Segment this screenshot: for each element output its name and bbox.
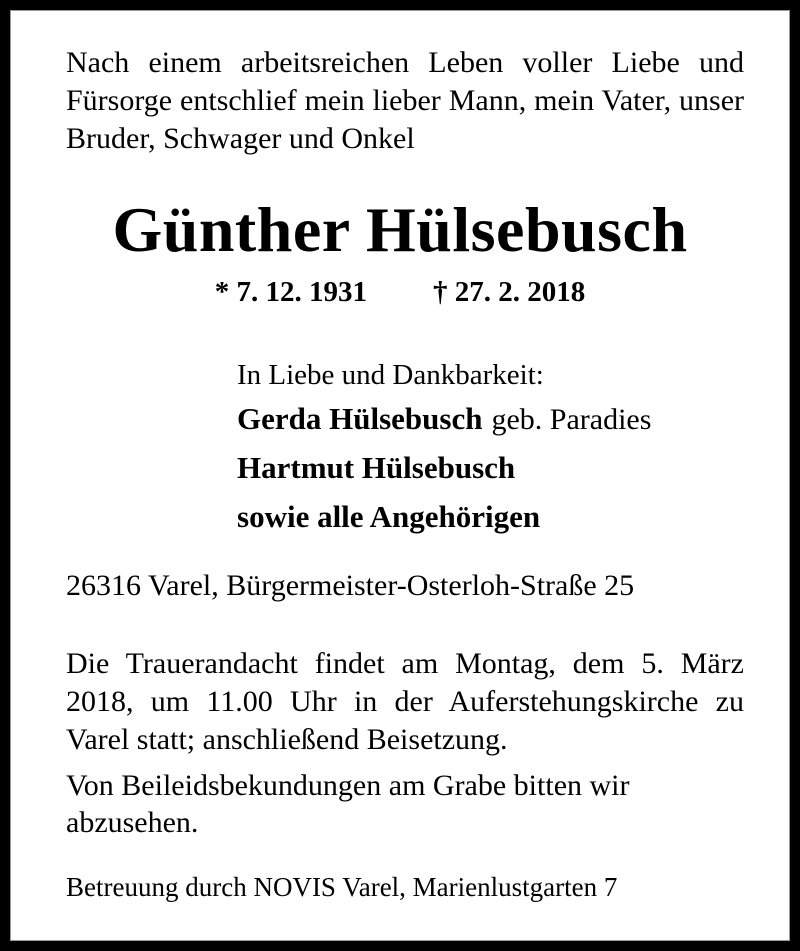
mourner-line [237, 446, 651, 495]
mourner-line [237, 397, 651, 446]
service-info: Die Trauerandacht findet am Montag, dem 5. März 2018, um 11.00 Uhr in der Auferstehungskirche zu Varel statt; anschließend Beisetzung. [66, 647, 744, 756]
deceased-name: Günther Hülsebusch [112, 194, 688, 265]
mourner-name: sowie alle Angehörigen [237, 499, 541, 534]
mourner-name: Hartmut Hülsebusch [237, 450, 516, 485]
life-dates [10, 277, 790, 307]
mourner-suffix: geb. Paradies [491, 403, 652, 436]
address-line: 26316 Varel, Bürgermeister-Osterloh-Straße 25 [66, 569, 635, 602]
condolence-intro: In Liebe und Dankbarkeit: [237, 359, 544, 391]
condolence-note: Von Beileidsbekundungen am Grabe bitten wir abzusehen. [66, 769, 630, 839]
mourner-line [237, 495, 651, 544]
mourner-name: Gerda Hülsebusch [237, 401, 483, 436]
intro-text: Nach einem arbeitsreichen Leben voller Liebe und Fürsorge entschlief mein lieber Mann, mein Vater, unser Bruder, Schwager und Onkel [66, 46, 744, 155]
funeral-home-line: Betreuung durch NOVIS Varel, Marienlustgarten 7 [66, 872, 618, 902]
condolence-block [237, 354, 651, 544]
birth-date: * 7. 12. 1931 [214, 276, 367, 308]
death-date: † 27. 2. 2018 [433, 276, 586, 308]
